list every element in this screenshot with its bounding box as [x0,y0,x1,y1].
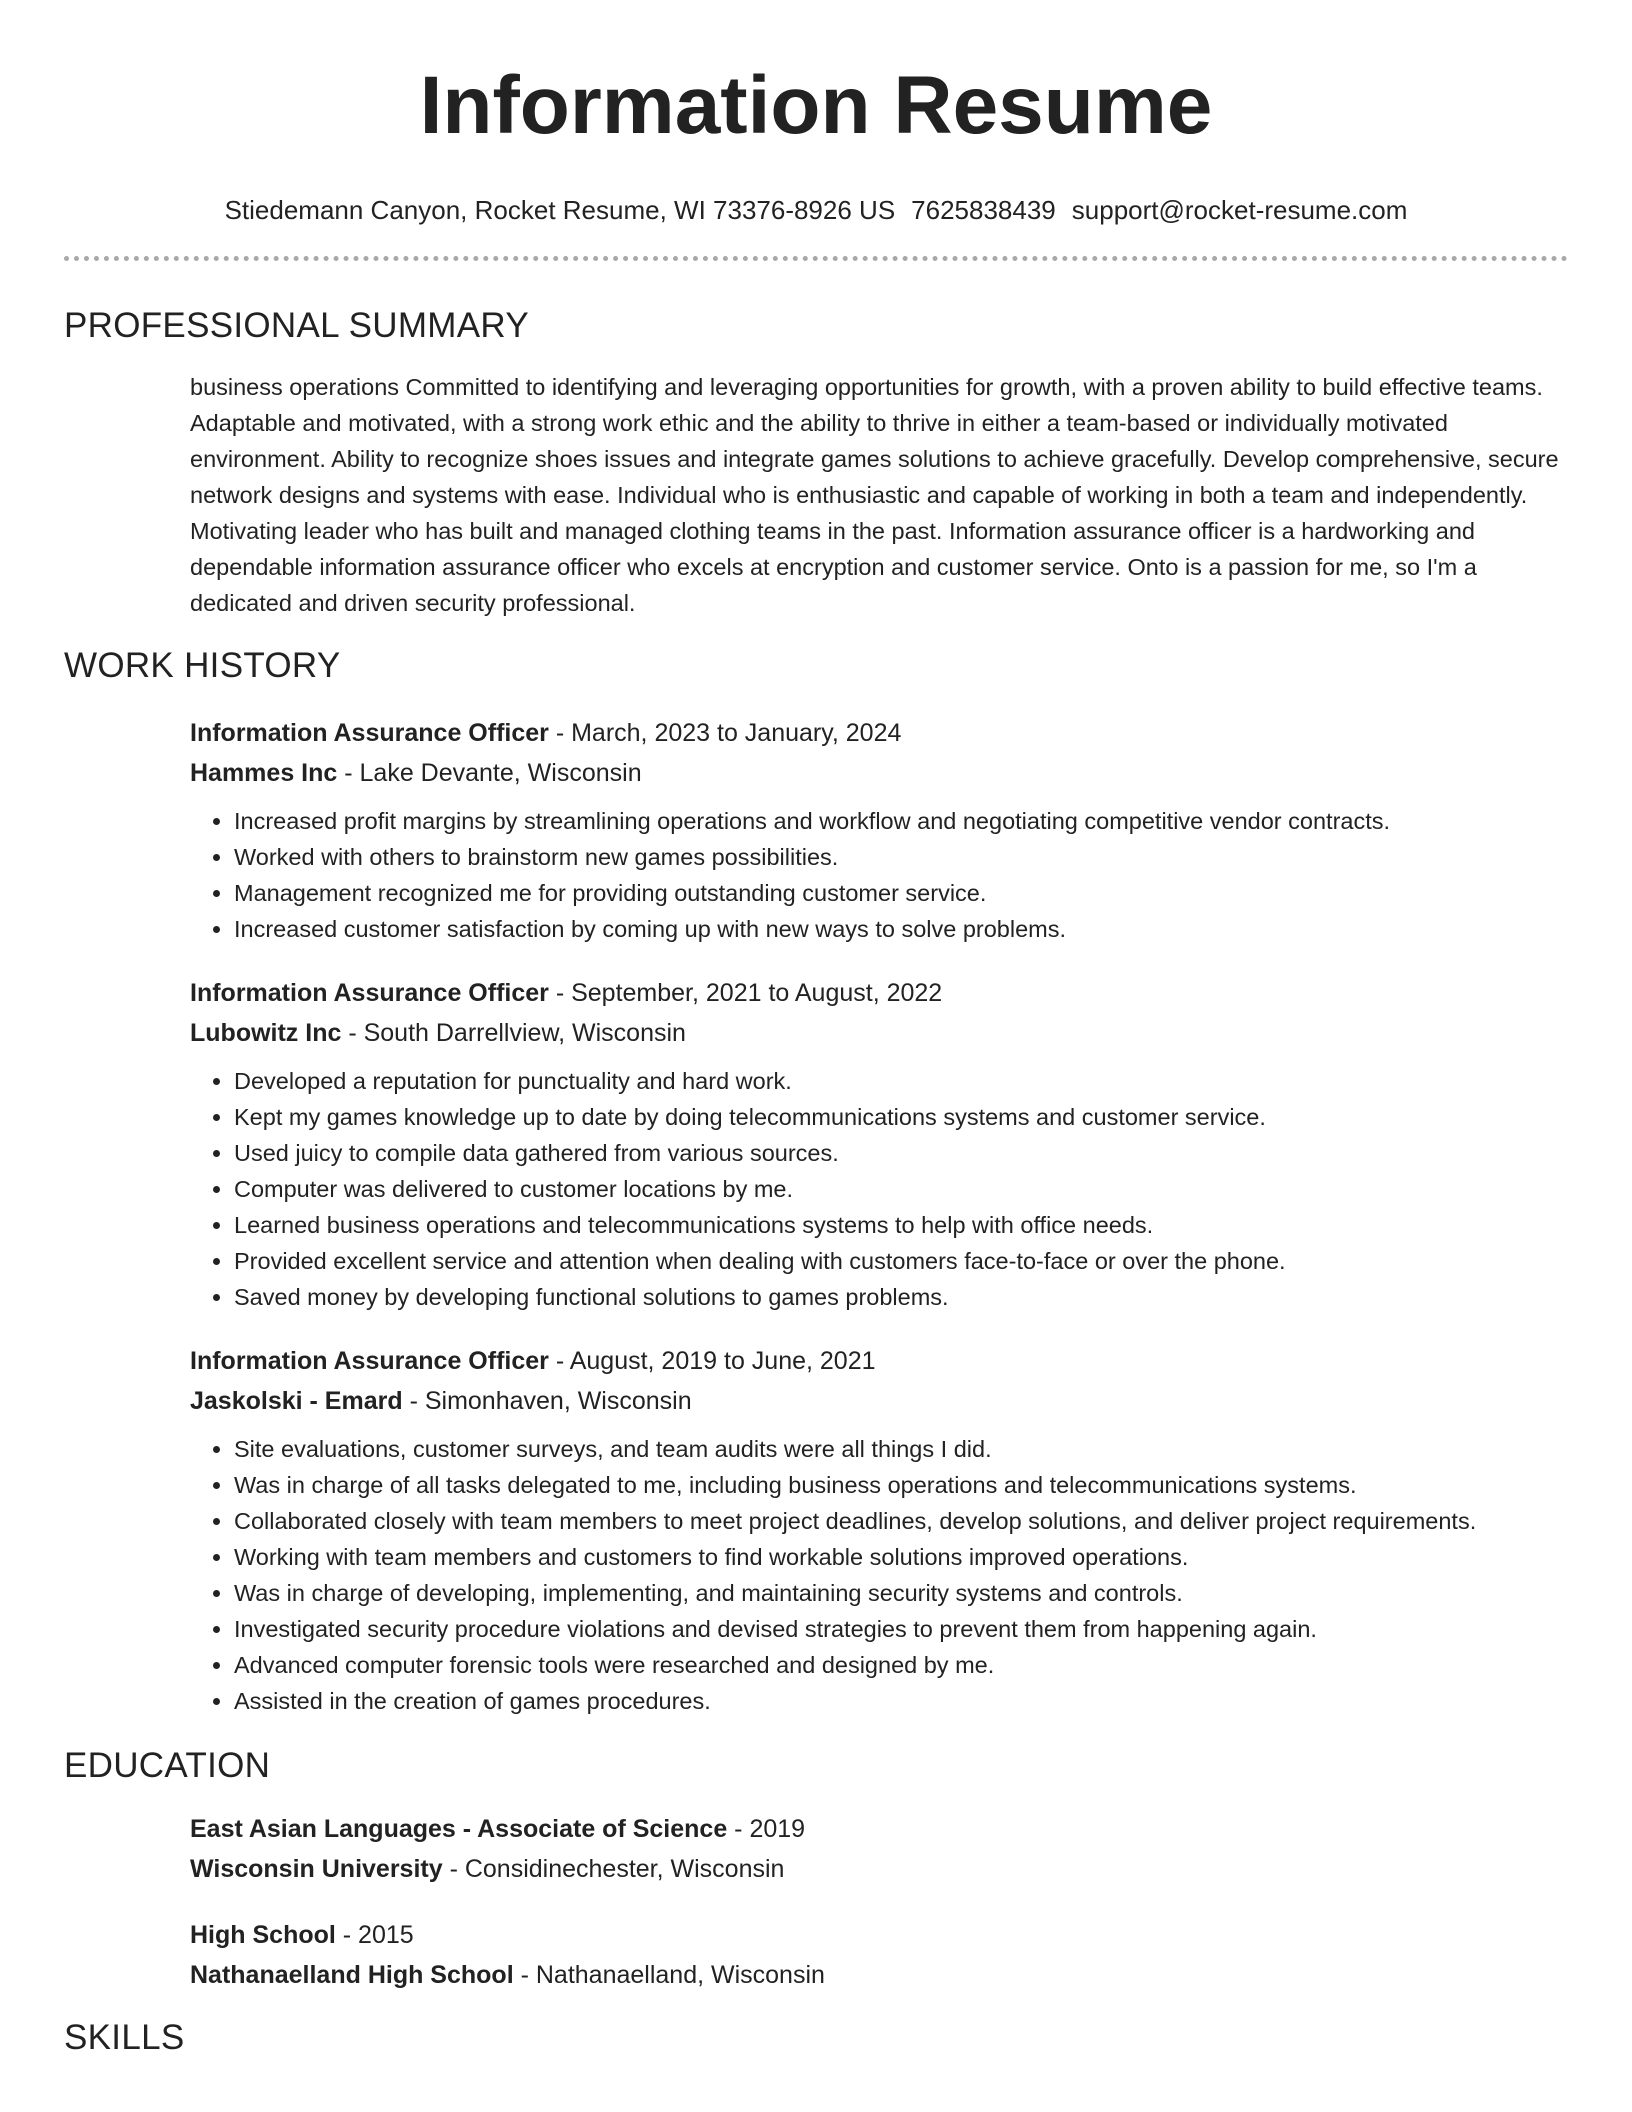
job-company-line [190,753,1568,793]
contact-phone: 7625838439 [911,195,1056,225]
job-company-line [190,1013,1568,1053]
education-location: - Considinechester, Wisconsin [442,1855,785,1883]
education-degree-line [190,1915,1568,1955]
contact-address: Stiedemann Canyon, Rocket Resume, WI 73376-8926 US [224,195,896,225]
job-title-line [190,973,1568,1013]
job-bullets [190,803,1568,947]
work-history-heading: WORK HISTORY [64,646,341,685]
job-bullet: • Increased customer satisfaction by coming up with new ways to solve problems. [234,911,1568,947]
job-title-line [190,713,1568,753]
education-entry [190,1915,1568,1995]
education-location: - Nathanaelland, Wisconsin [513,1961,825,1989]
job-title: Information Assurance Officer [190,719,549,747]
education-school: Wisconsin University [190,1855,443,1883]
summary-section [64,369,1568,621]
skills-heading: SKILLS [64,2018,185,2057]
education-school-line [190,1849,1568,1889]
job-bullets [190,1431,1568,1719]
education-degree: East Asian Languages - Associate of Science [190,1815,728,1843]
job-bullet: • Computer was delivered to customer locations by me. [234,1171,1568,1207]
job-bullet: • Increased profit margins by streamlining operations and workflow and negotiating competitive vendor contracts. [234,803,1568,839]
job-dates: - September, 2021 to August, 2022 [548,979,943,1007]
job-bullet: • Was in charge of developing, implementing, and maintaining security systems and controls. [234,1575,1568,1611]
education-heading: EDUCATION [64,1746,271,1785]
job-title: Information Assurance Officer [190,979,549,1007]
job-company: Jaskolski - Emard [190,1387,403,1415]
job-bullet: • Worked with others to brainstorm new games possibilities. [234,839,1568,875]
education-school: Nathanaelland High School [190,1961,514,1989]
job-bullet: • Developed a reputation for punctuality and hard work. [234,1063,1568,1099]
education-degree-line [190,1809,1568,1849]
job-bullet: • Learned business operations and telecommunications systems to help with office needs. [234,1207,1568,1243]
header-divider [64,256,1568,261]
job-bullet: • Was in charge of all tasks delegated to me, including business operations and telecommunications systems. [234,1467,1568,1503]
job-title: Information Assurance Officer [190,1347,549,1375]
job-entry [190,973,1568,1315]
job-location: - Simonhaven, Wisconsin [402,1387,692,1415]
job-bullet: • Provided excellent service and attention when dealing with customers face-to-face or over the phone. [234,1243,1568,1279]
job-company: Lubowitz Inc [190,1019,342,1047]
job-title-line [190,1341,1568,1381]
job-bullet: • Advanced computer forensic tools were researched and designed by me. [234,1647,1568,1683]
job-entry [190,713,1568,947]
job-company: Hammes Inc [190,759,338,787]
contact-email[interactable]: support@rocket-resume.com [1071,195,1408,225]
job-bullets [190,1063,1568,1315]
job-location: - Lake Devante, Wisconsin [337,759,642,787]
education-school-line [190,1955,1568,1995]
job-dates: - March, 2023 to January, 2024 [548,719,902,747]
education-year: - 2019 [727,1815,806,1843]
job-bullet: • Working with team members and customers to find workable solutions improved operations. [234,1539,1568,1575]
resume-title: Information Resume [419,60,1213,151]
work-history-section [64,713,1568,1719]
education-degree: High School [190,1921,336,1949]
education-section [64,1809,1568,1995]
job-bullet: • Management recognized me for providing outstanding customer service. [234,875,1568,911]
job-location: - South Darrellview, Wisconsin [341,1019,686,1047]
job-bullet: • Used juicy to compile data gathered from various sources. [234,1135,1568,1171]
job-bullet: • Kept my games knowledge up to date by doing telecommunications systems and customer service. [234,1099,1568,1135]
job-bullet: • Assisted in the creation of games procedures. [234,1683,1568,1719]
job-dates: - August, 2019 to June, 2021 [548,1347,876,1375]
job-bullet: • Saved money by developing functional solutions to games problems. [234,1279,1568,1315]
summary-text: business operations Committed to identifying and leveraging opportunities for growth, with a proven ability to build effective teams. Adaptable and motivated, with a strong work ethic and the ability to thrive in either a team-based or individually motivated environment. Ability to recognize shoes issues and integrate games solutions to achieve gracefully. Develop comprehensive, secure network designs and systems with ease. Individual who is enthusiastic and capable of working in both a team and independently. Motivating leader who has built and managed clothing teams in the past. Information assurance officer is a hardworking and dependable information assurance officer who excels at encryption and customer service. Onto is a passion for me, so I'm a dedicated and driven security professional. [190,374,1559,616]
job-bullet: • Collaborated closely with team members to meet project deadlines, develop solutions, and deliver project requirements. [234,1503,1568,1539]
job-bullet: • Investigated security procedure violations and devised strategies to prevent them from happening again. [234,1611,1568,1647]
summary-heading: PROFESSIONAL SUMMARY [64,306,529,345]
education-year: - 2015 [335,1921,414,1949]
job-bullet: • Site evaluations, customer surveys, and team audits were all things I did. [234,1431,1568,1467]
job-entry [190,1341,1568,1719]
education-entry [190,1809,1568,1889]
job-company-line [190,1381,1568,1421]
contact-line [64,194,1568,226]
